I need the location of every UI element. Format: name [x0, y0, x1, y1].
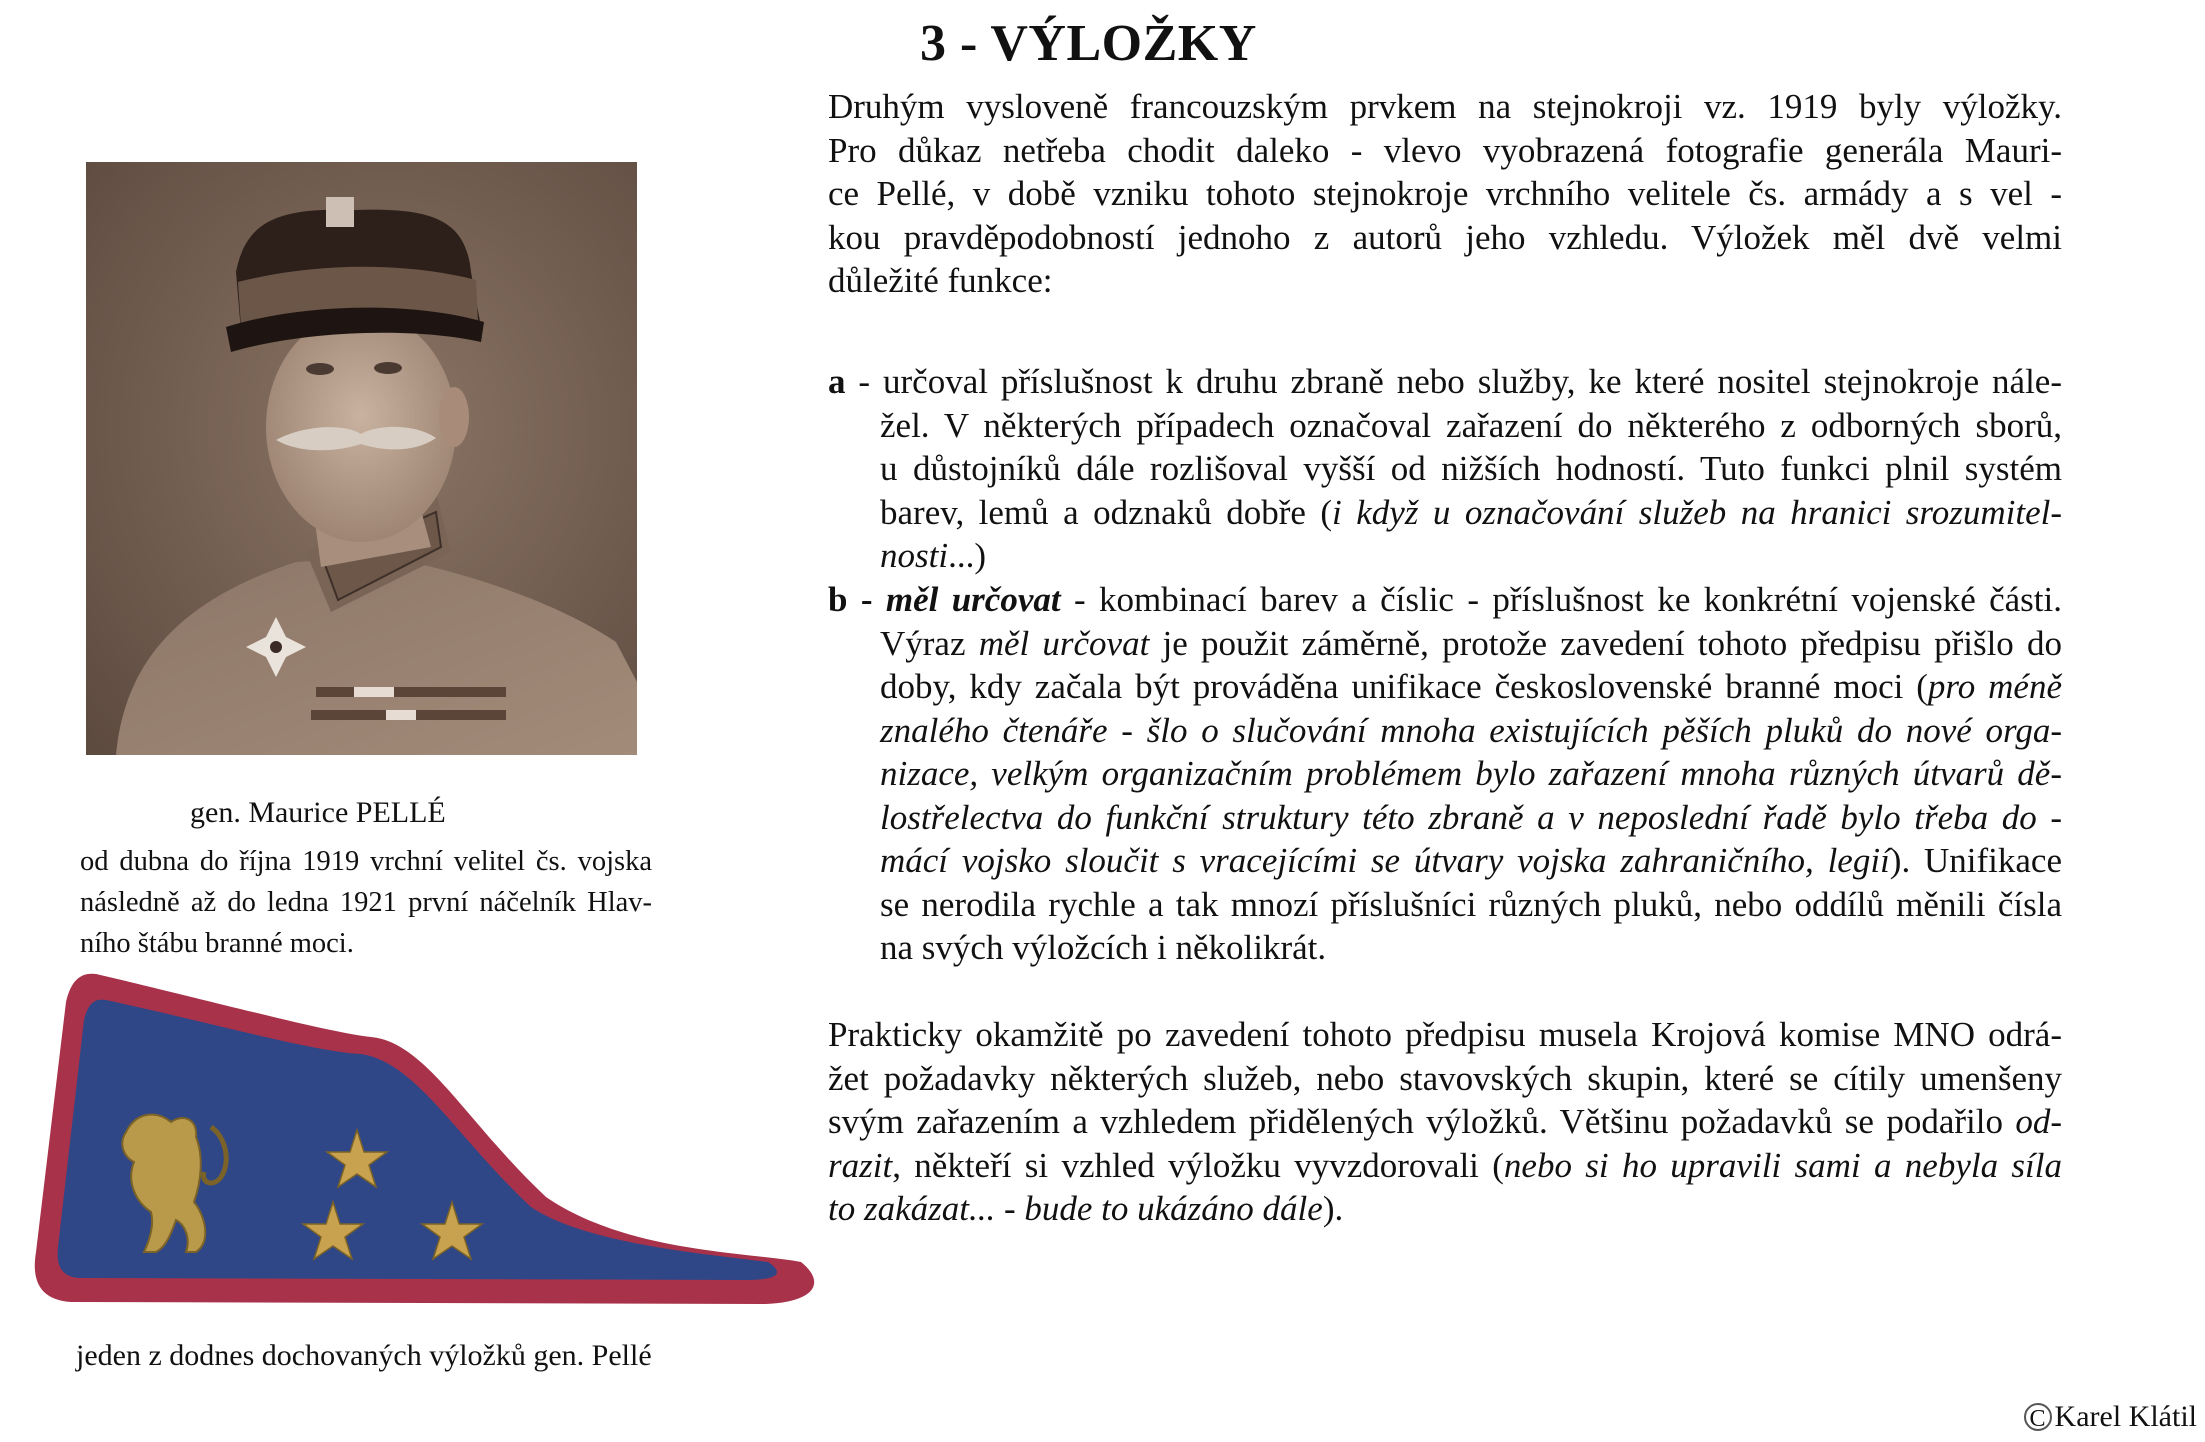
face: [266, 312, 456, 542]
section-a-line: [880, 447, 2062, 491]
section-a-line: [880, 491, 2062, 535]
ear: [439, 387, 469, 447]
text-run: doby, kdy začala být prováděna unifikace československé branné moci (: [880, 667, 1928, 706]
page-title: 3 - VÝLOŽKY: [920, 15, 1257, 72]
portrait-photo: [86, 162, 637, 755]
closing-line: [828, 1187, 1343, 1231]
text-run: , někteří si vzhled výložku vyvzdorovali (: [892, 1146, 1504, 1185]
italic-text: to zakázat... - bude to ukázáno dále: [828, 1189, 1323, 1228]
intro-line: [828, 216, 2062, 260]
photo-caption-line: následně až do ledna 1921 první náčelník Hlav-: [80, 887, 652, 918]
text-run: se nerodila rychle a tak mnozí příslušníci různých pluků, nebo oddílů měnili čísla: [880, 885, 2062, 924]
left-eye: [306, 363, 334, 375]
copyright-notice: [2024, 1398, 2197, 1436]
text-run: ). Unifikace: [1889, 841, 2062, 880]
closing-line: [828, 1100, 2062, 1144]
italic-text: nizace, velkým organizačním problémem bylo zařazení mnoha různých útvarů dě-: [880, 754, 2062, 793]
italic-text: znalého čtenáře - šlo o slučování mnoha existujících pěších pluků do nové orga-: [880, 711, 2062, 750]
italic-text: měl určovat: [978, 624, 1150, 663]
intro-line: [828, 85, 2062, 129]
text-run: na svých výložcích i několikrát.: [880, 928, 1327, 967]
italic-text: nebo si ho upravili sami a nebyla síla: [1503, 1146, 2062, 1185]
text-run: - kombinací barev a číslic - příslušnost ke konkrétní vojenské části.: [1060, 580, 2062, 619]
text-run: Prakticky okamžitě po zavedení tohoto předpisu musela Krojová komise MNO odrá-: [828, 1015, 2062, 1054]
photo-caption-line: ního štábu branné moci.: [80, 928, 354, 959]
photo-caption-line: od dubna do října 1919 vrchní velitel čs. vojska: [80, 846, 652, 877]
italic-text: nosti: [880, 536, 949, 575]
section-b-line: [880, 622, 2062, 666]
closing-line: [828, 1144, 2062, 1188]
section-b-line: [828, 578, 2062, 622]
italic-text: lostřelectva do funkční struktury této zbraně a v neposlední řadě bylo třeba do -: [880, 798, 2062, 837]
bold-text: měl určovat: [885, 580, 1061, 619]
section-a-line: [880, 534, 986, 578]
italic-text: i když u označování služeb na hranici srozumitel-: [1332, 493, 2062, 532]
text-run: svým zařazením a vzhledem přidělených výložků. Většinu požadavků se podařilo: [828, 1102, 2016, 1141]
section-b-line: [880, 709, 2062, 753]
text-run: Pro důkaz netřeba chodit daleko - vlevo vyobrazená fotografie generála Mauri-: [828, 131, 2062, 170]
bold-text: b -: [828, 580, 886, 619]
intro-line: [828, 259, 1052, 303]
text-run: důležité funkce:: [828, 261, 1053, 300]
text-run: žet požadavky některých služeb, nebo stavovských skupin, které se cítily umenšeny: [828, 1059, 2062, 1098]
text-run: ).: [1322, 1189, 1344, 1228]
text-run: Výraz: [880, 624, 979, 663]
italic-text: mácí vojsko sloučit s vracejícími se útvary vojska zahraničního, legií: [880, 841, 1890, 880]
text-run: barev, lemů a odznaků dobře (: [880, 493, 1333, 532]
italic-text: od-: [2015, 1102, 2062, 1141]
text-run: - určoval příslušnost k druhu zbraně nebo služby, ke které nositel stejnokroje nále-: [845, 362, 2062, 401]
section-b-line: [880, 883, 2062, 927]
right-eye: [374, 362, 402, 374]
section-b-line: [880, 839, 2062, 883]
section-b-line: [880, 926, 1326, 970]
photo-caption-name: gen. Maurice PELLÉ: [190, 796, 446, 829]
closing-line: [828, 1057, 2062, 1101]
copyright-icon: C: [2024, 1403, 2052, 1431]
italic-text: pro méně: [1927, 667, 2063, 706]
patch-caption: jeden z dodnes dochovaných výložků gen. Pellé: [76, 1339, 652, 1372]
section-a-line: [828, 360, 2062, 404]
collar-patch-photo: [26, 962, 822, 1306]
italic-text: razit: [828, 1146, 893, 1185]
text-run: žel. V některých případech označoval zařazení do některého z odborných sborů,: [880, 406, 2062, 445]
text-run: ce Pellé, v době vzniku tohoto stejnokroje vrchního velitele čs. armády a s vel -: [828, 174, 2062, 213]
section-b-line: [880, 665, 2062, 709]
text-run: kou pravděpodobností jednoho z autorů jeho vzhledu. Výložek měl dvě velmi: [828, 218, 2062, 257]
text-run: je použit záměrně, protože zavedení tohoto předpisu přišlo do: [1149, 624, 2062, 663]
text-run: u důstojníků dále rozlišoval vyšší od nižších hodností. Tuto funkci plnil systém: [880, 449, 2062, 488]
section-b-line: [880, 752, 2062, 796]
intro-line: [828, 129, 2062, 173]
bold-text: a: [828, 362, 846, 401]
copyright-author: Karel Klátil: [2054, 1400, 2197, 1433]
text-run: Druhým vysloveně francouzským prvkem na stejnokroji vz. 1919 byly výložky.: [828, 87, 2062, 126]
closing-line: [828, 1013, 2062, 1057]
section-b-line: [880, 796, 2062, 840]
intro-line: [828, 172, 2062, 216]
section-a-line: [880, 404, 2062, 448]
text-run: ...): [948, 536, 986, 575]
kepi-stripes: [326, 197, 354, 227]
